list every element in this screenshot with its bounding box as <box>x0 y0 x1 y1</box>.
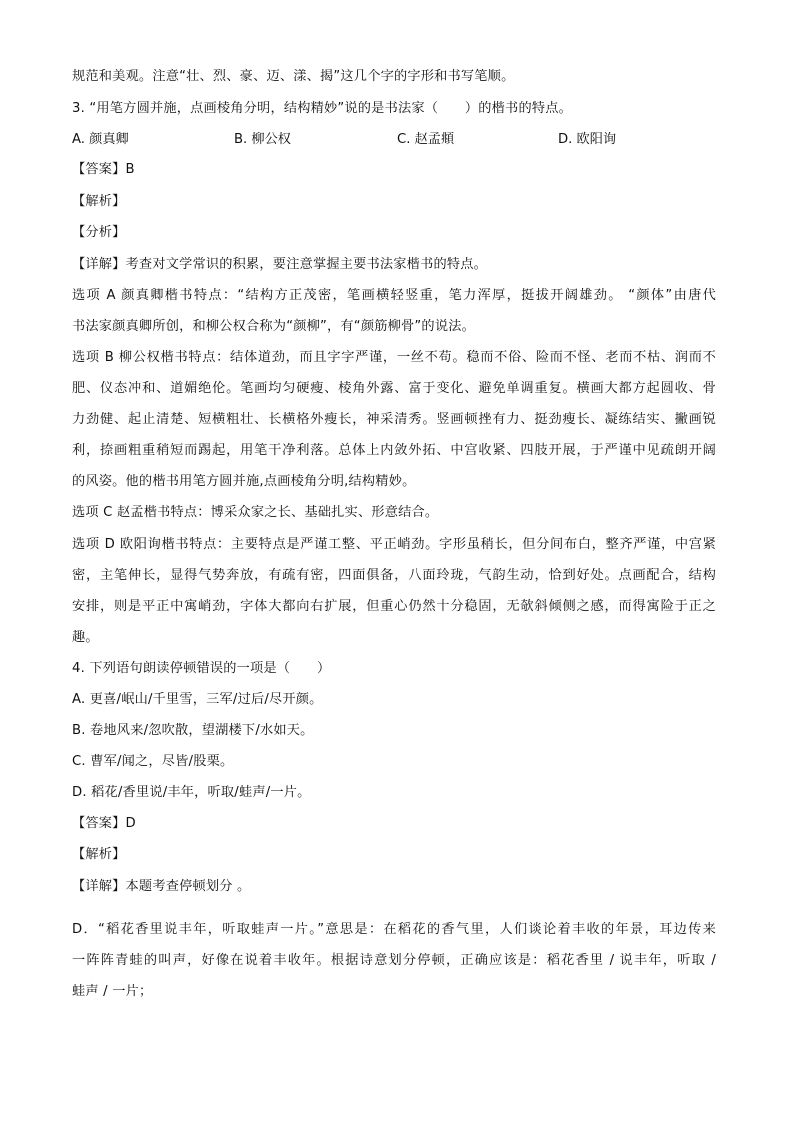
option-b: B. 柳公权 <box>234 132 291 147</box>
option-b-explanation-line-1: 选项 B 柳公权楷书特点：结体道劲，而且字字严谨，一丝不苟。稳而不俗、险而不怪、老而不枯、润而不 <box>72 350 716 365</box>
option-b-explanation-line-5: 的风姿。他的楷书用笔方圆并施,点画棱角分明,结构精妙。 <box>72 474 416 489</box>
question-4-option-c: C. 曹军/闻之，尽皆/股栗。 <box>72 754 234 769</box>
question-4-detail: 【详解】本题考查停顿划分 。 <box>72 879 251 894</box>
question-4-explanation-line-3: 蛙声 / 一片； <box>72 984 153 999</box>
question-3-analysis-heading: 【解析】 <box>72 194 126 209</box>
option-c-explanation: 选项 C 赵孟楷书特点：博采众家之长、基础扎实、形意结合。 <box>72 505 439 520</box>
option-d-explanation-line-2: 密，主笔伸长，显得气势奔放，有疏有密，四面俱备，八面玲珑，气韵生动，恰到好处。点画配合，结构 <box>72 568 716 583</box>
question-4-analysis-heading: 【解析】 <box>72 847 126 862</box>
question-3-detail: 【详解】考查对文学常识的积累，要注意掌握主要书法家楷书的特点。 <box>72 257 488 272</box>
text-line-continuation: 规范和美观。注意“壮、烈、豪、迈、漾、揭”这几个字的字形和书写笔顺。 <box>72 69 515 84</box>
option-d-explanation-line-4: 趣。 <box>72 630 99 645</box>
question-4-explanation-line-2: 一阵阵青蛙的叫声，好像在说着丰收年。根据诗意划分停顿，正确应该是：稻花香里 / 说丰年，听取 / <box>72 953 716 968</box>
option-b-explanation-line-4: 利，捺画粗重稍短而踢起，用笔干净利落。总体上内敛外拓、中宫收紧、四肢开展，于严谨中见疏朗开阔 <box>72 443 716 458</box>
option-d: D. 欧阳询 <box>558 132 617 147</box>
question-4-option-a: A. 更喜/岷山/千里雪，三军/过后/尽开颜。 <box>72 692 323 707</box>
question-4-option-d: D. 稻花/香里说/丰年，听取/蛙声/一片。 <box>72 785 311 800</box>
question-3-options <box>72 130 732 150</box>
question-4-option-b: B. 卷地风来/忽吹散，望湖楼下/水如天。 <box>72 723 314 738</box>
option-a: A. 颜真卿 <box>72 132 129 147</box>
option-a-explanation-line-2: 书法家颜真卿所创，和柳公权合称为“颜柳”，有“颜筋柳骨”的说法。 <box>72 319 475 334</box>
question-4-stem: 4. 下列语句朗读停顿错误的一项是（ ） <box>72 661 331 676</box>
option-a-explanation-line-1: 选项 A 颜真卿楷书特点：“结构方正茂密，笔画横轻竖重，笔力浑厚，挺拔开阔雄劲。 “颜体”由唐代 <box>72 288 716 303</box>
option-d-explanation-line-1: 选项 D 欧阳询楷书特点：主要特点是严谨工整、平正峭劲。字形虽稍长，但分间布白，整齐严谨，中宫紧 <box>72 537 716 552</box>
option-b-explanation-line-3: 力劲健、起止清楚、短横粗壮、长横格外瘦长，神采清秀。竖画顿挫有力、挺劲瘦长、凝练结实、撇画锐 <box>72 412 716 427</box>
question-3-stem: 3. “用笔方圆并施，点画棱角分明，结构精妙”说的是书法家（ ）的楷书的特点。 <box>72 101 572 116</box>
option-c: C. 赵孟頫 <box>397 132 455 147</box>
option-d-explanation-line-3: 安排，则是平正中寓峭劲，字体大都向右扩展，但重心仍然十分稳固，无欹斜倾侧之感，而得寓险于正之 <box>72 599 716 614</box>
question-4-explanation-line-1: D．“稻花香里说丰年，听取蛙声一片。”意思是：在稻花的香气里，人们谈论着丰收的年景，耳边传来 <box>72 922 716 937</box>
question-4-answer: 【答案】D <box>72 816 136 831</box>
option-b-explanation-line-2: 肥、仪态冲和、道媚绝伦。笔画均匀硬瘦、棱角外露、富于变化、避免单调重复。横画大都方起圆收、骨 <box>72 381 716 396</box>
question-3-answer: 【答案】B <box>72 162 135 177</box>
question-3-fenxi-heading: 【分析】 <box>72 225 126 240</box>
